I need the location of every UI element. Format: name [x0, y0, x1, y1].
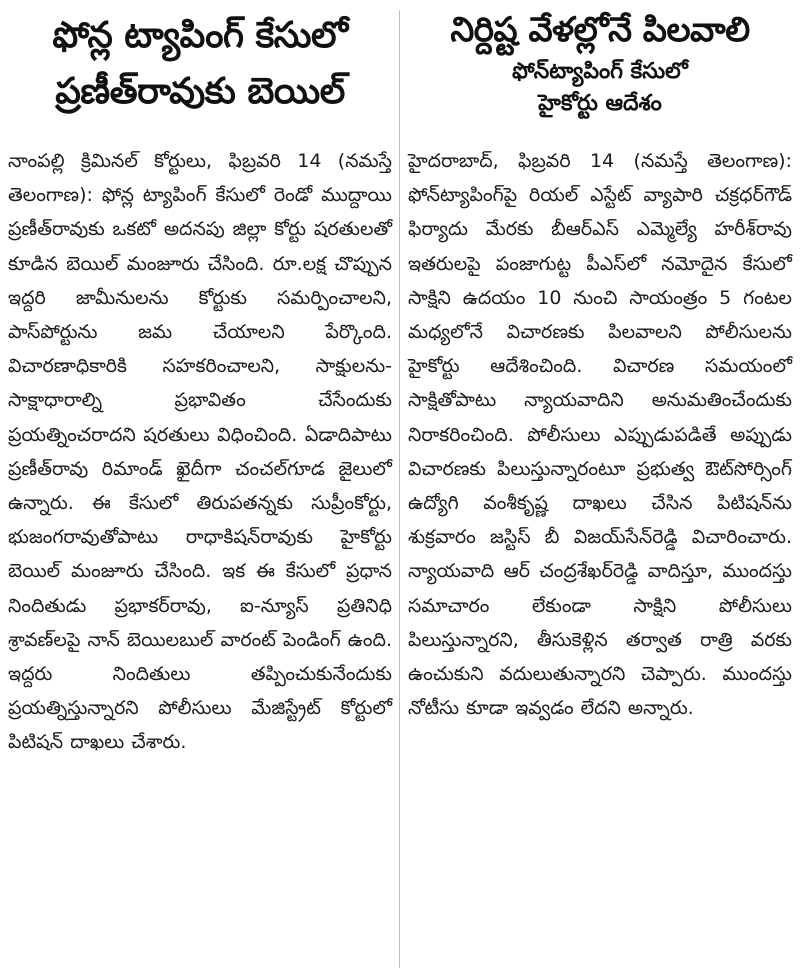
left-headline-line2: ప్రణీత్‌రావుకు బెయిల్ [55, 71, 345, 112]
right-article-subhead [408, 54, 792, 136]
right-subhead-line2: హైకోర్టు ఆదేశం [538, 91, 662, 116]
left-article-body: నాంపల్లి క్రిమినల్ కోర్టులు, ఫిబ్రవరి 14 (నమస్తే తెలంగాణ): ఫోన్ల ట్యాపింగ్ కేసులో రెండో ముద్దాయి ప్రణీత్‌రావుకు ఒకటో అదనపు జిల్లా కోర్టు షరతులతో కూడిన బెయిల్ మంజూరు చేసింది. రూ.లక్ష చొప్పున ఇద్దరి జామీనులను కోర్టుకు సమర్పించాలని, పాస్‌పోర్టును జమ చేయాలని పేర్కొంది. విచారణాధికారికి సహకరించాలని, సాక్షులను-సాక్షాధారాల్ని ప్రభావితం చేసేందుకు ప్రయత్నించరాదని షరతులు విధించింది. ఏడాదిపాటు ప్రణీత్‌రావు రిమాండ్ ఖైదీగా చంచల్‌గూడ జైలులో ఉన్నారు. ఈ కేసులో తిరుపతన్నకు సుప్రీంకోర్టు, భుజంగరావుతోపాటు రాధాకిషన్‌రావుకు హైకోర్టు బెయిల్ మంజూరు చేసింది. ఇక ఈ కేసులో ప్రధాన నిందితుడు ప్రభాకర్‌రావు, ఐ-న్యూస్ ప్రతినిధి శ్రావణ్‌లపై నాన్ బెయిలబుల్ వారంట్ పెండింగ్ ఉంది. ఇద్దరు నిందితులు తప్పించుకునేందుకు ప్రయత్నిస్తున్నారని పోలీసులు మేజిస్ట్రేట్ కోర్టులో పిటిషన్ దాఖలు చేశారు. [8, 150, 392, 754]
left-article [8, 0, 392, 760]
left-article-headline [8, 0, 392, 136]
column-divider [399, 10, 400, 968]
right-article-headline: నిర్దిష్ట వేళల్లోనే పిలవాలి [450, 10, 750, 50]
right-article [408, 0, 792, 725]
right-article-body: హైదరాబాద్, ఫిబ్రవరి 14 (నమస్తే తెలంగాణ): ఫోన్‌ట్యాపింగ్‌పై రియల్ ఎస్టేట్ వ్యాపారి చక్రధర్‌గౌడ్ ఫిర్యాదు మేరకు బీఆర్‌ఎస్ ఎమ్మెల్యే హరీశ్‌రావు ఇతరులపై పంజాగుట్ట పీఎస్‌లో నమోదైన కేసులో సాక్షిని ఉదయం 10 నుంచి సాయంత్రం 5 గంటల మధ్యలోనే విచారణకు పిలవాలని పోలీసులను హైకోర్టు ఆదేశించింది. విచారణ సమయంలో సాక్షితోపాటు న్యాయవాదిని అనుమతించేందుకు నిరాకరించింది. పోలీసులు ఎప్పుడుపడితే అప్పుడు విచారణకు పిలుస్తున్నారంటూ ప్రభుత్వ ఔట్‌సోర్సింగ్ ఉద్యోగి వంశీకృష్ణ దాఖలు చేసిన పిటిషన్‌ను శుక్రవారం జస్టిస్ బీ విజయ్‌సేన్‌రెడ్డి విచారించారు. న్యాయవాది ఆర్ చంద్రశేఖర్‌రెడ్డి వాదిస్తూ, ముందస్తు సమాచారం లేకుండా సాక్షిని పోలీసులు పిలుస్తున్నారని, తీసుకెళ్లిన తర్వాత రాత్రి వరకు ఉంచుకుని వదులుతున్నారని చెప్పారు. ముందస్తు నోటీసు కూడా ఇవ్వడం లేదని అన్నారు. [408, 150, 792, 720]
right-subhead-line1: ఫోన్‌ట్యాపింగ్ కేసులో [512, 59, 688, 84]
left-headline-line1: ఫోన్ల ట్యాపింగ్ కేసులో [52, 15, 348, 56]
